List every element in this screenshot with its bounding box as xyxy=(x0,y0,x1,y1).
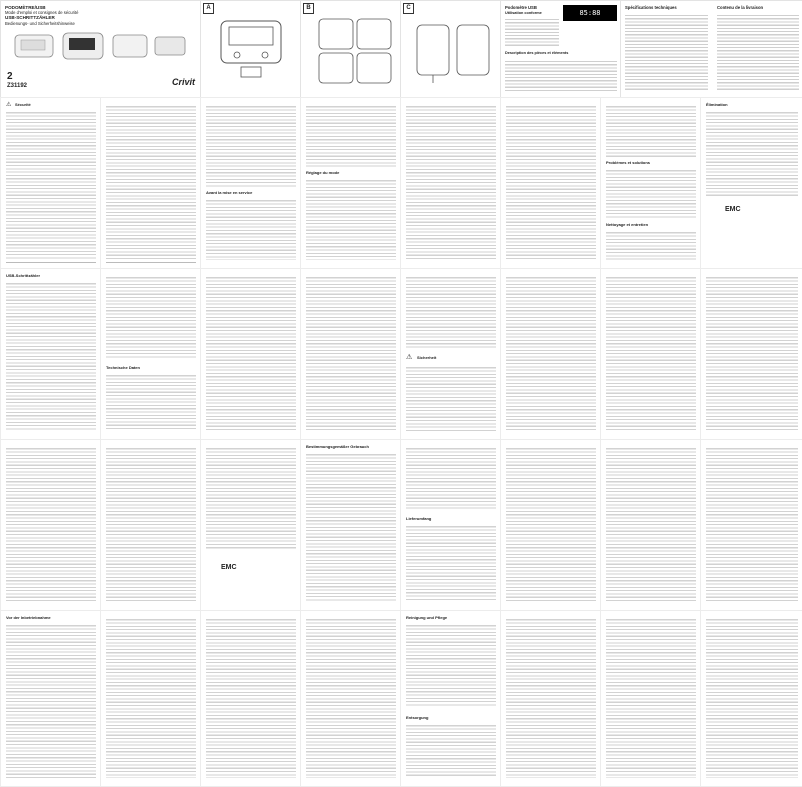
text-block xyxy=(406,723,496,778)
page-reglage xyxy=(300,97,402,269)
page-problemes xyxy=(600,97,702,269)
text-block xyxy=(706,275,798,431)
text-block xyxy=(6,110,96,260)
section-nettoyage: Nettoyage et entretien xyxy=(606,222,649,227)
page-de-8 xyxy=(700,268,802,440)
cover-number: 2 xyxy=(7,71,13,82)
page-elimination xyxy=(700,97,802,269)
text-block xyxy=(406,524,496,602)
text-block xyxy=(717,13,799,91)
text-block xyxy=(625,13,708,91)
section-utilisation: Utilisation conforme xyxy=(505,11,542,15)
figure-page-b xyxy=(300,0,402,98)
section-lieferumfang: Lieferumfang xyxy=(406,516,432,521)
text-page-specs xyxy=(620,0,802,98)
page-de-6 xyxy=(500,268,602,440)
section-usb: USB-Schrittzähler xyxy=(6,273,41,278)
section-technische: Technische Daten xyxy=(106,365,140,370)
text-block xyxy=(506,617,596,778)
section-reglage: Réglage du mode xyxy=(306,170,340,175)
cover-line4: Bedienungs- und Sicherheitshinweise xyxy=(5,20,75,26)
page-title-podometre: Podomètre USB xyxy=(505,5,537,10)
text-block xyxy=(306,275,396,431)
page-bestimmung xyxy=(300,439,402,611)
ce-mark: EMC xyxy=(221,564,237,571)
text-block xyxy=(406,365,496,431)
figure-label-a: A xyxy=(203,3,214,14)
page-gebrauch xyxy=(200,610,302,787)
page-de-14 xyxy=(500,439,602,611)
figure-c-drawing xyxy=(411,15,495,87)
page-de-11 xyxy=(200,439,302,611)
section-sicherheit: Sicherheit xyxy=(417,355,437,360)
section-elimination: Élimination xyxy=(706,102,728,107)
cover-article: Z31192 xyxy=(7,83,28,89)
page-de-22 xyxy=(500,610,602,787)
cover-line3: USB-SCHRITTZÄHLER xyxy=(5,15,55,21)
page-securite xyxy=(0,97,102,269)
text-block xyxy=(606,104,696,158)
lcd-display-figure: 85:88 xyxy=(563,5,617,21)
text-block xyxy=(606,168,696,218)
text-block xyxy=(406,623,496,706)
text-block xyxy=(106,275,196,359)
text-block xyxy=(706,446,798,602)
text-block xyxy=(106,104,196,260)
page-de-18 xyxy=(100,610,202,787)
page-fr-6 xyxy=(500,97,602,269)
page-technische xyxy=(100,268,202,440)
page-sicherheit xyxy=(400,268,502,440)
page-batterie xyxy=(300,610,402,787)
page-mise-en-service xyxy=(200,97,302,269)
text-block xyxy=(506,275,596,431)
page-inbetriebnahme xyxy=(0,610,102,787)
page-de-10 xyxy=(100,439,202,611)
figure-page-a xyxy=(200,0,302,98)
section-reinigung: Reinigung und Pflege xyxy=(406,615,448,620)
page-de-9 xyxy=(0,439,102,611)
text-block xyxy=(506,104,596,260)
figure-label-b: B xyxy=(303,3,314,14)
page-securite-2 xyxy=(100,97,202,269)
text-block xyxy=(306,104,396,168)
text-block xyxy=(306,452,396,602)
text-block xyxy=(706,617,798,778)
page-garantie xyxy=(600,610,702,787)
section-inbetriebnahme: Vor der Inbetriebnahme xyxy=(6,615,51,620)
figure-label-c: C xyxy=(403,3,414,14)
text-block xyxy=(206,617,296,778)
section-description: Description des pièces et éléments xyxy=(505,51,569,55)
page-fr-5 xyxy=(400,97,502,269)
text-block xyxy=(306,617,396,778)
page-de-15 xyxy=(600,439,702,611)
page-lieferumfang xyxy=(400,439,502,611)
figure-page-c xyxy=(400,0,502,98)
section-bestimmung: Bestimmungsgemäßer Gebrauch xyxy=(306,444,369,449)
cover-page xyxy=(0,0,202,98)
brand-logo: Crivit xyxy=(171,77,195,87)
section-mise-en-service: Avant la mise en service xyxy=(206,190,253,195)
page-de-4 xyxy=(300,268,402,440)
text-block xyxy=(106,446,196,602)
text-block xyxy=(505,59,617,91)
text-block xyxy=(106,373,196,431)
figure-b-drawing xyxy=(311,15,395,87)
text-block xyxy=(206,198,296,260)
cover-title: PODOMÈTRE/USB xyxy=(5,5,46,10)
text-block xyxy=(606,275,696,431)
text-block xyxy=(6,446,96,602)
section-securite: Sécurité xyxy=(15,102,31,107)
text-block xyxy=(606,617,696,778)
page-de-16 xyxy=(700,439,802,611)
figure-a-drawing xyxy=(211,15,295,87)
text-block xyxy=(206,104,296,188)
page-footer xyxy=(106,262,196,266)
page-de-24 xyxy=(700,610,802,787)
text-block xyxy=(706,110,798,198)
page-reinigung xyxy=(400,610,502,787)
cover-product-images xyxy=(13,29,189,63)
warning-icon: ⚠ xyxy=(406,354,413,361)
text-block xyxy=(506,446,596,602)
cover-line2: Mode d'emploi et consignes de sécurité xyxy=(5,10,79,16)
text-block xyxy=(505,17,559,47)
ce-mark: EMC xyxy=(725,206,741,213)
page-usb xyxy=(0,268,102,440)
text-block xyxy=(106,617,196,778)
text-block xyxy=(406,275,496,349)
page-de-3 xyxy=(200,268,302,440)
text-block xyxy=(206,275,296,431)
warning-icon: ⚠ xyxy=(6,102,12,108)
page-footer xyxy=(6,262,96,266)
text-block xyxy=(406,104,496,260)
text-block xyxy=(206,446,296,550)
page-de-7 xyxy=(600,268,702,440)
text-block xyxy=(606,230,696,260)
section-specs: Spécifications techniques xyxy=(625,5,677,10)
text-block xyxy=(6,623,96,778)
text-block xyxy=(306,178,396,260)
text-block xyxy=(406,446,496,510)
section-entsorgung: Entsorgung xyxy=(406,715,429,720)
section-problemes: Problèmes et solutions xyxy=(606,160,651,165)
section-livraison: Contenu de la livraison xyxy=(717,5,764,10)
text-page-overview xyxy=(500,0,622,98)
cover-header xyxy=(5,5,78,26)
text-block xyxy=(6,281,96,431)
text-block xyxy=(606,446,696,602)
